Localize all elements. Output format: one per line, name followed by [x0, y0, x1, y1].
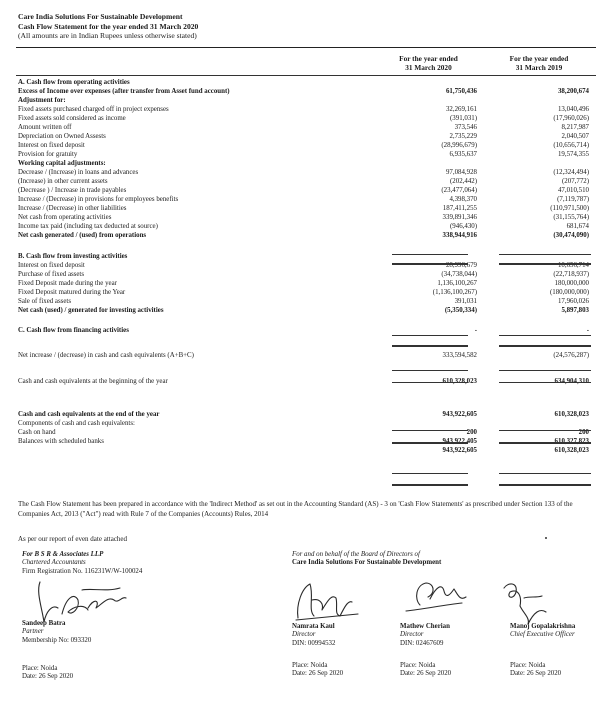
value-2020: (28,996,679): [441, 142, 477, 149]
auditor-membership: Membership No: 093320: [22, 636, 92, 644]
row-label: Interest on fixed deposit: [18, 142, 85, 149]
row-label: Net increase / (decrease) in cash and cash equivalents (A+B+C): [18, 352, 194, 359]
table-row: [18, 306, 592, 315]
subtotal-rule: [499, 430, 591, 431]
value-2020: -: [474, 327, 477, 334]
signatory-place-date: [510, 662, 561, 679]
value-2019: 2,040,507: [561, 133, 589, 140]
signatory-name: Manoj Gopalakrishna: [510, 623, 576, 630]
director-2-signature: [400, 575, 470, 615]
total-rule: [499, 263, 591, 265]
table-row: [18, 288, 592, 297]
table-row: [18, 270, 592, 279]
table-row: [18, 195, 592, 204]
column-header-rule: [16, 75, 596, 76]
value-2020: (946,430): [450, 223, 477, 230]
value-2019: 10,656,714: [557, 262, 589, 269]
row-label: Increase / (Decrease) in other liabilities: [18, 205, 127, 212]
auditor-block: [22, 551, 142, 576]
auditor-firm-registration: Firm Registration No. 116231W/W-100024: [22, 567, 143, 575]
value-2019: 180,000,000: [554, 280, 589, 287]
report-reference: As per our report of even date attached: [18, 535, 128, 543]
row-label: Income tax paid (including tax deducted at source): [18, 223, 158, 230]
row-label: A. Cash flow from operating activities: [18, 79, 130, 86]
signatory-role: Chief Executive Officer: [510, 631, 575, 639]
table-row: [18, 159, 592, 168]
column-header-2019-line1: For the year ended: [509, 54, 569, 63]
value-2019: (180,000,000): [549, 289, 589, 296]
signatory-place: Place: Noida: [400, 662, 436, 669]
value-2019: 610,328,023: [554, 447, 589, 454]
value-2019: (110,971,500): [550, 205, 589, 212]
signatory-date: Date: 26 Sep 2020: [292, 670, 344, 678]
column-header-2020: [381, 55, 476, 72]
table-row: [18, 78, 592, 87]
signatory-place: Place: Noida: [292, 662, 328, 669]
table-row: [18, 114, 592, 123]
subtotal-rule: [499, 254, 591, 255]
board-block: [292, 551, 441, 568]
total-rule: [392, 442, 468, 444]
value-2020: 339,891,346: [442, 214, 477, 221]
value-2020: 32,269,161: [445, 106, 477, 113]
signatory-role: Director: [292, 631, 316, 639]
signatory-place-date: [400, 662, 451, 679]
signatory-block: [510, 623, 575, 648]
total-rule: [499, 442, 591, 444]
value-2019: (30,474,090): [553, 232, 589, 239]
signatory-date: Date: 26 Sep 2020: [400, 670, 452, 678]
total-rule: [499, 345, 591, 347]
table-row: [18, 326, 592, 335]
auditor-place: Place: Noida: [22, 665, 58, 672]
value-2019: 5,897,803: [561, 307, 589, 314]
value-2019: (17,960,026): [553, 115, 589, 122]
row-label: Fixed Deposit made during the year: [18, 280, 117, 287]
row-label: Components of cash and cash equivalents:: [18, 420, 135, 427]
subtotal-rule: [499, 473, 591, 474]
value-2019: (22,718,937): [553, 271, 589, 278]
total-rule: [392, 484, 468, 486]
header-rule: [16, 47, 596, 48]
value-2019: (10,656,714): [553, 142, 589, 149]
value-2020: 610,328,023: [442, 378, 477, 385]
value-2019: 610,328,023: [554, 411, 589, 418]
value-2020: 1,136,100,267: [437, 280, 477, 287]
row-label: Net cash (used) / generated for investing activities: [18, 307, 164, 314]
value-2020: 943,922,405: [442, 438, 477, 445]
value-2020: (391,031): [450, 115, 477, 122]
value-2019: (7,119,787): [557, 196, 589, 203]
subtotal-rule: [499, 370, 591, 371]
value-2019: (31,155,764): [553, 214, 589, 221]
stray-mark: [545, 537, 547, 539]
statement-title: Cash Flow Statement for the year ended 31 March 2020: [18, 21, 199, 31]
table-row: [18, 204, 592, 213]
row-label: Provision for gratuity: [18, 151, 78, 158]
signatory-din: DIN: 00994532: [292, 639, 336, 647]
table-row: [18, 105, 592, 114]
total-rule: [392, 263, 468, 265]
signatory-name: Namrata Kaul: [292, 623, 335, 630]
value-2020: 943,922,605: [442, 447, 477, 454]
value-2020: (5,350,334): [444, 307, 477, 314]
row-label: Excess of Income over expenses (after transfer from Asset fund account): [18, 88, 230, 95]
value-2020: (1,136,100,267): [432, 289, 477, 296]
signatory-block: [292, 623, 335, 648]
value-2019: (207,772): [562, 178, 589, 185]
table-row: [18, 213, 592, 222]
subtotal-rule: [392, 430, 468, 431]
value-2019: 634,904,310: [554, 378, 589, 385]
signatory-din: [510, 640, 575, 648]
total-rule: [392, 345, 468, 347]
row-label: Interest on fixed deposit: [18, 262, 85, 269]
value-2019: 38,200,674: [557, 88, 589, 95]
signatory-block: [400, 623, 450, 648]
auditor-signatory: [22, 620, 91, 645]
auditor-partner-name: Sandeep Batra: [22, 620, 66, 627]
value-2020: (202,442): [450, 178, 477, 185]
value-2019: (24,576,287): [553, 352, 589, 359]
table-row: [18, 446, 592, 455]
total-rule: [499, 484, 591, 486]
signatory-din: DIN: 02467609: [400, 639, 444, 647]
currency-note: (All amounts are in Indian Rupees unless otherwise stated): [18, 31, 197, 40]
value-2020: 187,411,255: [442, 205, 477, 212]
auditor-partner-role: Partner: [22, 628, 44, 636]
value-2020: 373,546: [454, 124, 477, 131]
row-label: Fixed Deposit matured during the Year: [18, 289, 126, 296]
table-row: [18, 87, 592, 96]
value-2019: 8,217,987: [561, 124, 589, 131]
row-label: Purchase of fixed assets: [18, 271, 85, 278]
row-label: C. Cash flow from financing activities: [18, 327, 129, 334]
value-2020: 200: [466, 429, 477, 436]
row-label: Sale of fixed assets: [18, 298, 72, 305]
value-2020: 943,922,605: [442, 411, 477, 418]
subtotal-rule: [392, 473, 468, 474]
subtotal-rule: [392, 335, 468, 336]
row-label: Cash on hand: [18, 429, 56, 436]
table-row: [18, 419, 592, 428]
table-row: [18, 351, 592, 360]
table-row: [18, 168, 592, 177]
value-2019: 17,960,026: [557, 298, 589, 305]
subtotal-rule: [392, 382, 468, 383]
subtotal-rule: [499, 382, 591, 383]
auditor-date: Date: 26 Sep 2020: [22, 673, 74, 681]
value-2019: 13,040,496: [557, 106, 589, 113]
row-label: Increase / (Decrease) in provisions for employees benefits: [18, 196, 179, 203]
subtotal-rule: [499, 335, 591, 336]
signatory-date: Date: 26 Sep 2020: [510, 670, 562, 678]
row-label: Fixed assets purchased charged off in project expenses: [18, 106, 169, 113]
ceo-signature: [500, 578, 560, 628]
subtotal-rule: [392, 254, 468, 255]
row-label: (Decrease ) / Increase in trade payables: [18, 187, 127, 194]
value-2019: (12,324,494): [553, 169, 589, 176]
row-label: Working capital adjustments:: [18, 160, 106, 167]
value-2020: (34,738,044): [441, 271, 477, 278]
table-row: [18, 141, 592, 150]
value-2020: (23,477,064): [441, 187, 477, 194]
value-2019: 610,327,823: [554, 438, 589, 445]
table-row: [18, 410, 592, 419]
value-2020: 97,084,928: [445, 169, 477, 176]
row-label: Adjustment for:: [18, 97, 66, 104]
row-label: (Increase) in other current assets: [18, 178, 108, 185]
value-2020: 338,944,916: [442, 232, 477, 239]
value-2020: 61,750,436: [445, 88, 477, 95]
row-label: Fixed assets sold considered as income: [18, 115, 126, 122]
table-row: [18, 222, 592, 231]
value-2020: 28,996,679: [445, 262, 477, 269]
row-label: Balances with scheduled banks: [18, 438, 104, 445]
subtotal-rule: [392, 370, 468, 371]
value-2019: 681,674: [566, 223, 589, 230]
row-label: Cash and cash equivalents at the end of the year: [18, 411, 160, 418]
table-row: [18, 186, 592, 195]
value-2020: 333,594,582: [442, 352, 477, 359]
table-row: [18, 150, 592, 159]
row-label: Net cash from operating activities: [18, 214, 112, 221]
auditor-firm: For B S R & Associates LLP: [22, 551, 104, 558]
value-2020: 2,735,229: [449, 133, 477, 140]
column-header-2020-line1: For the year ended: [399, 54, 458, 63]
value-2019: 47,010,510: [557, 187, 589, 194]
auditor-place-date: [22, 665, 73, 682]
row-label: Net cash generated / (used) from operations: [18, 232, 147, 239]
company-name: Care India Solutions For Sustainable Development: [18, 12, 183, 21]
table-row: [18, 279, 592, 288]
row-label: Amount written off: [18, 124, 72, 131]
director-1-signature: [292, 578, 362, 623]
table-row: [18, 231, 592, 240]
value-2019: 200: [578, 429, 589, 436]
row-label: Depreciation on Owned Assests: [18, 133, 106, 140]
signatory-name: Mathew Cherian: [400, 623, 450, 630]
value-2019: 19,574,355: [557, 151, 589, 158]
table-row: [18, 96, 592, 105]
table-row: [18, 132, 592, 141]
row-label: Cash and cash equivalents at the beginning of the year: [18, 378, 168, 385]
column-header-2020-line2: 31 March 2020: [405, 62, 452, 72]
table-row: [18, 177, 592, 186]
document-header: [18, 12, 198, 41]
row-label: Decrease / (Increase) in loans and advances: [18, 169, 139, 176]
board-company: Care India Solutions For Sustainable Development: [292, 559, 442, 567]
signatory-place-date: [292, 662, 343, 679]
table-row: [18, 123, 592, 132]
value-2020: 4,398,370: [449, 196, 477, 203]
column-header-2019-line2: 31 March 2019: [515, 62, 563, 72]
auditor-designation: Chartered Accountants: [22, 559, 86, 567]
value-2020: 391,031: [454, 298, 477, 305]
signatory-role: Director: [400, 631, 424, 639]
column-header-2019: [488, 55, 590, 72]
value-2019: -: [586, 327, 589, 334]
signatory-place: Place: Noida: [510, 662, 546, 669]
table-row: [18, 297, 592, 306]
value-2020: 6,935,637: [449, 151, 477, 158]
footnote: The Cash Flow Statement has been prepared in accordance with the 'Indirect Method' as set out in the Accounting Standard (AS) - 3 on 'Cash Flow Statements' as prescribed under Section 133 of the Companies Act, 2013 ("Act") read with Rule 7 of the Companies (Accounts) Rules, 2014: [18, 500, 573, 518]
board-for-line: For and on behalf of the Board of Directors of: [292, 551, 420, 558]
row-label: B. Cash flow from investing activities: [18, 253, 128, 260]
